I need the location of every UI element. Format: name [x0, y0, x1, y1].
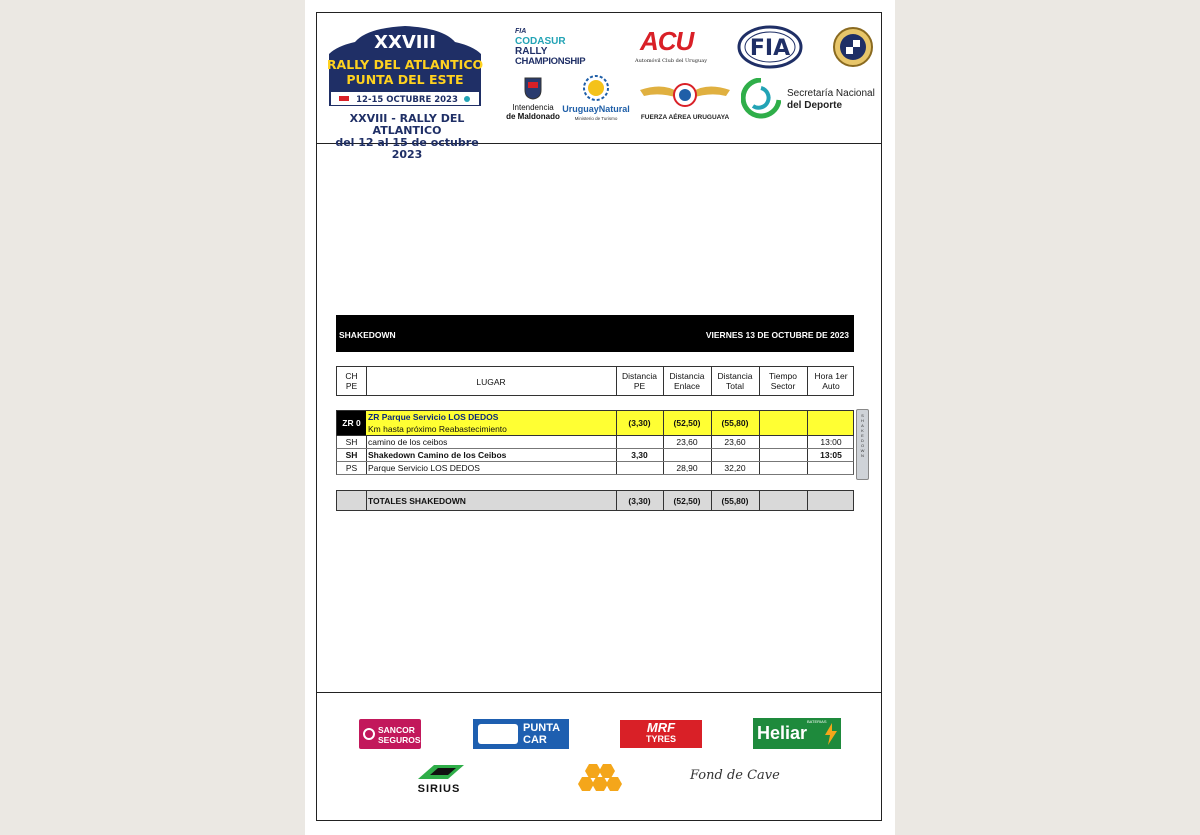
- sancor-seguros-logo: [359, 719, 421, 749]
- fuerza-aerea-logo: [638, 80, 732, 124]
- fia-codasur-line3: CHAMPIONSHIP: [515, 56, 586, 67]
- hexagon-brand-logo: [575, 760, 625, 796]
- rally-caption-line2: del 12 al 15 de octubre 2023: [335, 136, 479, 161]
- row-hora: 13:00: [820, 437, 842, 447]
- uruguay-natural-name: UruguayNatural: [562, 104, 630, 114]
- intendencia-logo: [505, 76, 561, 126]
- punta-car-mark-icon: [478, 724, 518, 744]
- secretaria-line1: Secretaría Nacional: [787, 88, 875, 99]
- acu-name: Automóvil Club del Uruguay: [634, 58, 708, 64]
- row-lugar: Parque Servicio LOS DEDOS: [368, 463, 480, 473]
- row-code: SH: [345, 450, 358, 460]
- fia-text: FIA: [749, 36, 791, 61]
- shakedown-side-tab: [856, 409, 869, 480]
- totals-distancia-pe: (3,30): [628, 496, 651, 506]
- sirius-swoosh-icon: [416, 763, 466, 781]
- acu-mark: ACU: [640, 26, 694, 56]
- header-hora-auto: Hora 1er Auto: [814, 371, 848, 391]
- row-code: PS: [345, 463, 358, 473]
- fia-logo: [737, 25, 803, 69]
- mrf-line1: MRF: [646, 720, 676, 735]
- banner-date: VIERNES 13 DE OCTUBRE DE 2023: [705, 330, 849, 340]
- sancor-line1: SANCOR: [378, 725, 415, 735]
- zr-distancia-enlace: (52,50): [673, 418, 701, 428]
- sirius-name: SIRIUS: [417, 783, 461, 795]
- club-seal-logo: [832, 26, 874, 68]
- intendencia-line1: Intendencia: [512, 103, 554, 112]
- secretaria-line2: del Deporte: [787, 100, 843, 111]
- zr-distancia-total: (55,80): [721, 418, 749, 428]
- zr-distancia-pe: (3,30): [628, 418, 651, 428]
- secretaria-deporte-logo: [741, 78, 881, 124]
- table-row: [336, 462, 854, 475]
- maldonado-crest-icon: [523, 76, 543, 100]
- header-distancia-pe: Distancia PE: [622, 371, 657, 391]
- heliar-logo: [753, 718, 841, 749]
- row-distancia-pe: 3,30: [631, 450, 648, 460]
- sancor-line2: SEGUROS: [378, 735, 421, 745]
- lightning-bolt-icon: [824, 723, 838, 745]
- fuerza-aerea-name: FUERZA AÉREA URUGUAYA: [640, 114, 730, 121]
- row-lugar: Shakedown Camino de los Ceibos: [368, 450, 507, 460]
- fia-codasur-logo: [513, 28, 601, 68]
- sancor-symbol-icon: [363, 728, 375, 740]
- rally-logo-line1: RALLY DEL ATLANTICO: [327, 57, 483, 72]
- uruguay-natural-sub: Ministerio de Turismo: [574, 116, 618, 121]
- footer-divider: [316, 692, 882, 693]
- sirius-logo: [410, 763, 468, 797]
- row-distancia-total: 23,60: [724, 437, 746, 447]
- header-lugar: LUGAR: [476, 377, 506, 387]
- zr-code: ZR 0: [337, 411, 366, 435]
- rally-caption-line1: XXVIII - RALLY DEL ATLANTICO: [349, 112, 465, 137]
- banner-title: SHAKEDOWN: [339, 330, 396, 340]
- row-distancia-enlace: 28,90: [676, 463, 698, 473]
- fia-codasur-line1: CODASUR: [515, 36, 566, 47]
- table-header-row: [336, 366, 854, 396]
- header-distancia-enlace: Distancia Enlace: [669, 371, 705, 391]
- heliar-name: Heliar: [757, 723, 808, 743]
- heliar-sub: BATERIAS: [807, 719, 827, 724]
- header-distancia-total: Distancia Total: [717, 371, 753, 391]
- intendencia-line2: de Maldonado: [506, 112, 560, 121]
- sun-icon: [582, 74, 610, 102]
- row-lugar: camino de los ceibos: [368, 437, 448, 447]
- totals-label: TOTALES SHAKEDOWN: [368, 496, 466, 506]
- zr-lugar-line2: Km hasta próximo Reabastecimiento: [368, 424, 507, 434]
- uruguay-natural-logo: [560, 74, 632, 124]
- rally-logo-dates: 12-15 OCTUBRE 2023: [356, 95, 458, 105]
- mrf-tyres-logo: [620, 720, 702, 748]
- fia-codasur-line2: RALLY: [515, 46, 548, 57]
- row-code: SH: [345, 437, 358, 447]
- fond-de-cave-logo: Fond de Cave: [690, 768, 780, 783]
- header-ch-pe: CH PE: [345, 371, 358, 391]
- zr-row: [336, 410, 854, 436]
- rally-logo-numeral: XXVIII: [374, 32, 436, 53]
- zr-lugar-line1: ZR Parque Servicio LOS DEDOS: [368, 412, 499, 422]
- mrf-line2: TYRES: [645, 734, 676, 744]
- fia-codasur-fia: FIA: [515, 28, 527, 35]
- totals-distancia-enlace: (52,50): [673, 496, 701, 506]
- rally-logo-line2: PUNTA DEL ESTE: [346, 72, 464, 87]
- winged-emblem-icon: [638, 80, 732, 110]
- punta-car-line1: PUNTA: [523, 722, 561, 734]
- header-tiempo-sector: Tiempo Sector: [768, 371, 798, 391]
- rally-caption: [322, 113, 492, 161]
- row-hora: 13:05: [820, 450, 842, 460]
- acu-logo: [626, 26, 716, 68]
- totals-row: [336, 490, 854, 511]
- totals-distancia-total: (55,80): [721, 496, 749, 506]
- punta-car-logo: [473, 719, 569, 749]
- table-row: [336, 449, 854, 462]
- stage-banner: [336, 315, 854, 352]
- side-tab-label: SHAKEDOWN: [860, 413, 865, 458]
- rally-logo: [327, 24, 483, 107]
- row-distancia-total: 32,20: [724, 463, 746, 473]
- deporte-swoosh-icon: [741, 78, 781, 122]
- punta-car-line2: CAR: [523, 734, 547, 746]
- row-distancia-enlace: 23,60: [676, 437, 698, 447]
- table-row: [336, 436, 854, 449]
